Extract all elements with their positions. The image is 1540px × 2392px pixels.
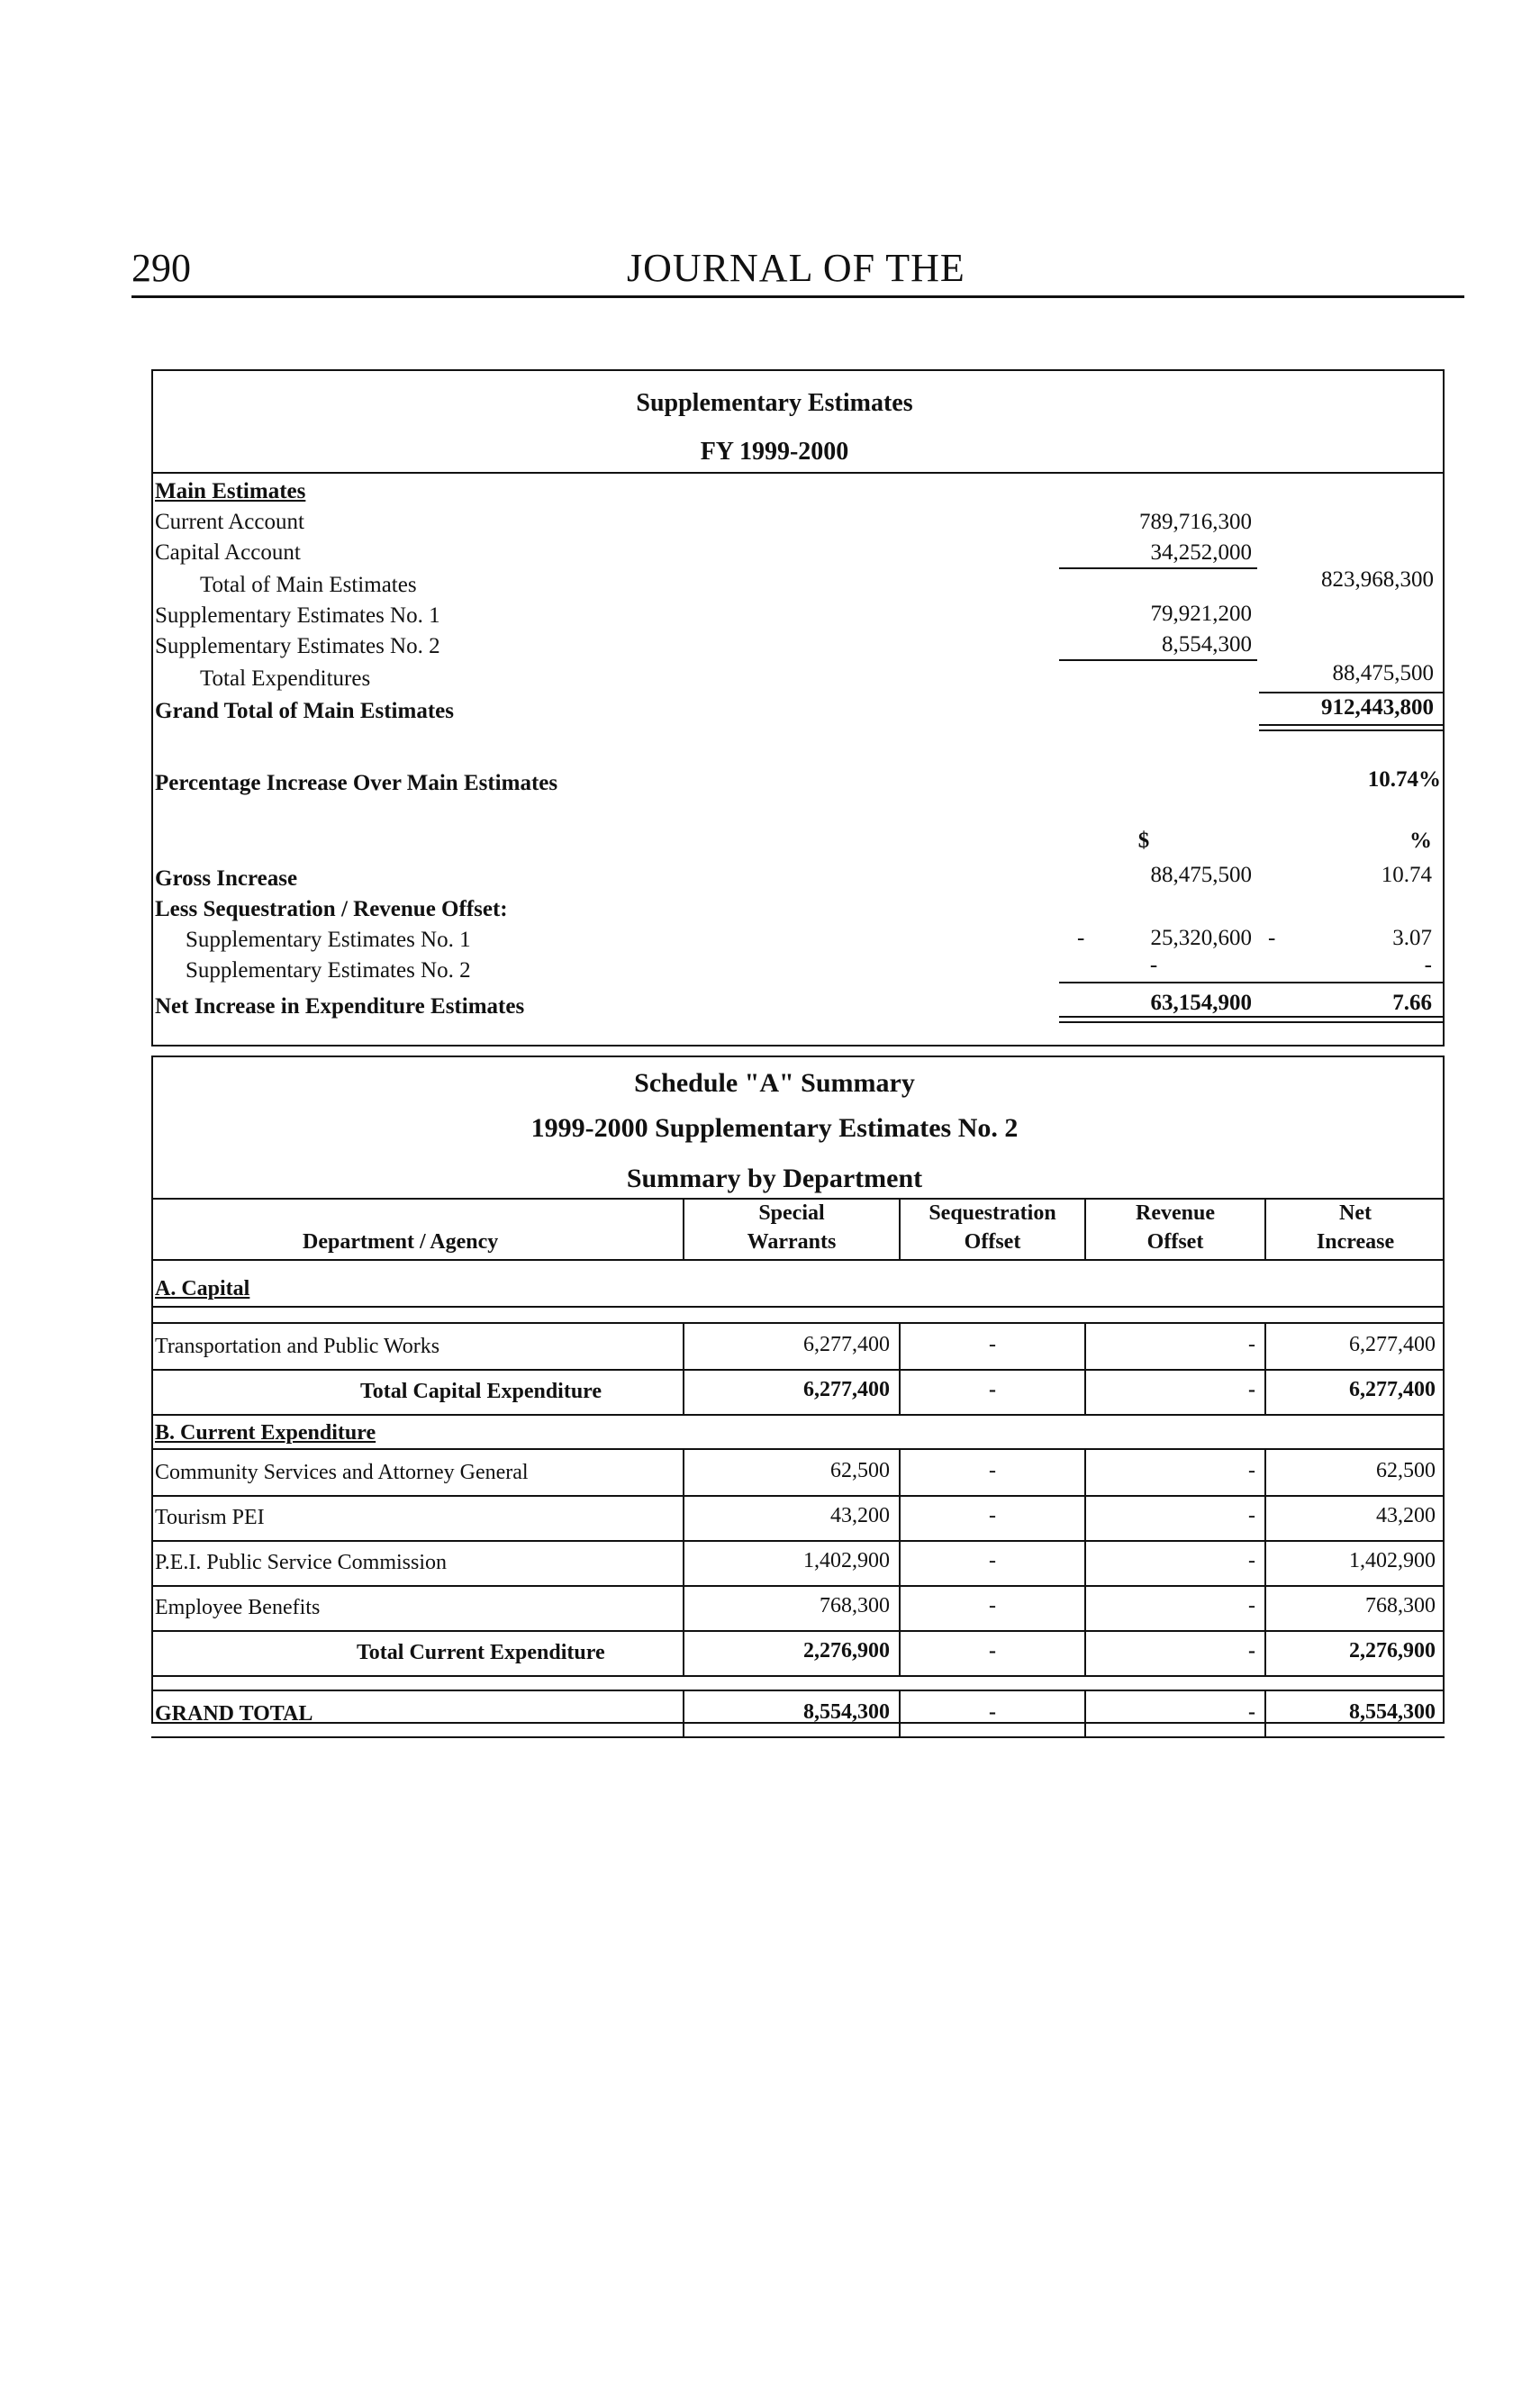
supp-no2-label: Supplementary Estimates No. 2	[155, 634, 440, 658]
current-row-2-seq: -	[989, 1549, 996, 1572]
capital-row-0-special: 6,277,400	[803, 1333, 890, 1356]
col-header-rev-1: Revenue	[1136, 1201, 1215, 1225]
less-supp-no1-label: Supplementary Estimates No. 1	[186, 928, 471, 952]
current-row-3-special: 768,300	[820, 1594, 890, 1617]
col-header-net-1: Net	[1339, 1201, 1372, 1225]
total-main-value: 823,968,300	[1321, 567, 1434, 592]
less-supp-no2-percent: -	[1424, 953, 1432, 977]
total-current-row-rev: -	[1248, 1639, 1255, 1663]
col-header-seq-1: Sequestration	[929, 1201, 1056, 1225]
net-double-rule-b	[1059, 1021, 1445, 1023]
total-current-row-label: Total Current Expenditure	[357, 1641, 605, 1664]
grand-total-top-rule	[151, 1690, 1445, 1691]
total-current-row-seq: -	[989, 1639, 996, 1663]
current-row-0-special: 62,500	[830, 1459, 890, 1482]
col-header-dept: Department / Agency	[303, 1230, 499, 1254]
less-supp-no2-label: Supplementary Estimates No. 2	[186, 958, 471, 983]
current-row-2-rev: -	[1248, 1549, 1255, 1572]
current-row-2-label: P.E.I. Public Service Commission	[155, 1551, 447, 1574]
schedule-subtitle: 1999-2000 Supplementary Estimates No. 2	[530, 1113, 1019, 1143]
journal-title: JOURNAL OF THE	[627, 246, 965, 290]
capital-row-0-seq: -	[989, 1333, 996, 1356]
total-capital-row-bottom-rule	[151, 1414, 1445, 1416]
main-estimates-heading: Main Estimates	[155, 479, 306, 503]
grand-total-row-label: GRAND TOTAL	[155, 1702, 313, 1726]
col-dollar-header: $	[1137, 829, 1150, 853]
current-row-0-rev: -	[1248, 1459, 1255, 1482]
estimates-title: Supplementary Estimates	[636, 389, 913, 417]
gross-increase-percent: 10.74	[1381, 863, 1432, 887]
col-percent-header: %	[1409, 829, 1432, 853]
total-expenditures-value: 88,475,500	[1332, 661, 1434, 685]
current-row-1-rev: -	[1248, 1504, 1255, 1527]
less-supp-no1-percent: 3.07	[1392, 926, 1432, 950]
grand-total-row-seq: -	[989, 1700, 996, 1724]
capital-row-0-net: 6,277,400	[1349, 1333, 1436, 1356]
less-supp-no1-percent-sign: -	[1268, 926, 1276, 950]
supp-no1-value: 79,921,200	[1150, 602, 1252, 626]
col-header-net-2: Increase	[1316, 1230, 1395, 1254]
current-row-3-bottom-rule	[151, 1630, 1445, 1632]
current-account-label: Current Account	[155, 510, 304, 534]
total-capital-row-label: Total Capital Expenditure	[360, 1380, 602, 1403]
col-header-special-1: Special	[758, 1201, 825, 1225]
gross-increase-dollar: 88,475,500	[1150, 863, 1252, 887]
current-row-0-net: 62,500	[1376, 1459, 1436, 1482]
current-row-1-bottom-rule	[151, 1540, 1445, 1542]
less-supp-no1-dollar-sign: -	[1077, 926, 1085, 950]
header-row-bottom	[151, 1259, 1445, 1261]
percentage-increase-value: 10.74%	[1367, 767, 1441, 792]
net-increase-percent: 7.66	[1392, 991, 1432, 1015]
current-row-2-bottom-rule	[151, 1585, 1445, 1587]
col-header-rev-2: Offset	[1146, 1230, 1204, 1254]
capital-row-0-label: Transportation and Public Works	[155, 1335, 440, 1358]
total-main-label: Total of Main Estimates	[200, 573, 417, 597]
capital-account-value: 34,252,000	[1150, 540, 1252, 565]
current-row-2-special: 1,402,900	[803, 1549, 890, 1572]
schedule-subtitle-2: Summary by Department	[626, 1164, 923, 1193]
section-b-rule	[151, 1448, 1445, 1450]
total-current-row-net: 2,276,900	[1349, 1639, 1436, 1663]
grand-total-double-rule-a	[1259, 724, 1445, 726]
grand-total-main-value: 912,443,800	[1321, 695, 1434, 720]
current-row-1-seq: -	[989, 1504, 996, 1527]
header-row-top	[151, 1198, 1445, 1200]
less-supp-no1-dollar: 25,320,600	[1150, 926, 1252, 950]
current-row-0-label: Community Services and Attorney General	[155, 1461, 529, 1484]
gross-increase-label: Gross Increase	[155, 866, 298, 891]
title-separator	[151, 472, 1445, 474]
capital-account-label: Capital Account	[155, 540, 301, 565]
estimates-fiscal-year: FY 1999-2000	[700, 438, 849, 466]
total-expenditures-label: Total Expenditures	[200, 666, 371, 691]
header-rule	[131, 295, 1464, 298]
current-row-3-seq: -	[989, 1594, 996, 1617]
col-header-seq-2: Offset	[964, 1230, 1021, 1254]
col-header-special-2: Warrants	[747, 1230, 837, 1254]
supp-no1-label: Supplementary Estimates No. 1	[155, 603, 440, 628]
total-capital-row-rev: -	[1248, 1378, 1255, 1401]
total-current-row-special: 2,276,900	[803, 1639, 890, 1663]
current-row-1-net: 43,200	[1376, 1504, 1436, 1527]
grand-total-main-label: Grand Total of Main Estimates	[155, 699, 454, 723]
section-a-rule	[151, 1306, 1445, 1308]
current-row-0-bottom-rule	[151, 1495, 1445, 1497]
net-double-rule-a	[1059, 1016, 1445, 1018]
total-capital-row-net: 6,277,400	[1349, 1378, 1436, 1401]
net-increase-dollar: 63,154,900	[1150, 991, 1252, 1015]
capital-row-0-top-rule	[151, 1322, 1445, 1324]
net-increase-label: Net Increase in Expenditure Estimates	[155, 994, 525, 1019]
total-capital-row-special: 6,277,400	[803, 1378, 890, 1401]
current-row-1-label: Tourism PEI	[155, 1506, 265, 1529]
supp-no2-value: 8,554,300	[1162, 632, 1252, 657]
section-b-heading: B. Current Expenditure	[155, 1421, 376, 1445]
current-row-3-net: 768,300	[1365, 1594, 1436, 1617]
current-row-2-net: 1,402,900	[1349, 1549, 1436, 1572]
total-rule	[1259, 692, 1445, 693]
grand-total-row-bottom-rule	[151, 1736, 1445, 1738]
current-account-value: 789,716,300	[1139, 510, 1252, 534]
capital-row-0-rev: -	[1248, 1333, 1255, 1356]
current-row-0-seq: -	[989, 1459, 996, 1482]
less-sequestration-label: Less Sequestration / Revenue Offset:	[155, 897, 508, 921]
grand-total-row-rev: -	[1248, 1700, 1255, 1724]
capital-row-0-bottom-rule	[151, 1369, 1445, 1371]
section-a-heading: A. Capital	[155, 1277, 250, 1300]
grand-total-row-net: 8,554,300	[1349, 1700, 1436, 1724]
percentage-increase-label: Percentage Increase Over Main Estimates	[155, 771, 558, 795]
net-rule-top	[1059, 982, 1445, 983]
page-number: 290	[131, 246, 191, 290]
current-row-3-label: Employee Benefits	[155, 1596, 321, 1619]
current-row-3-rev: -	[1248, 1594, 1255, 1617]
total-capital-row-seq: -	[989, 1378, 996, 1401]
schedule-title: Schedule "A" Summary	[634, 1068, 915, 1098]
current-row-1-special: 43,200	[830, 1504, 890, 1527]
total-current-row-bottom-rule	[151, 1675, 1445, 1677]
grand-total-row-special: 8,554,300	[803, 1700, 890, 1724]
less-supp-no2-dollar: -	[1149, 953, 1158, 977]
grand-total-double-rule-b	[1259, 729, 1445, 731]
